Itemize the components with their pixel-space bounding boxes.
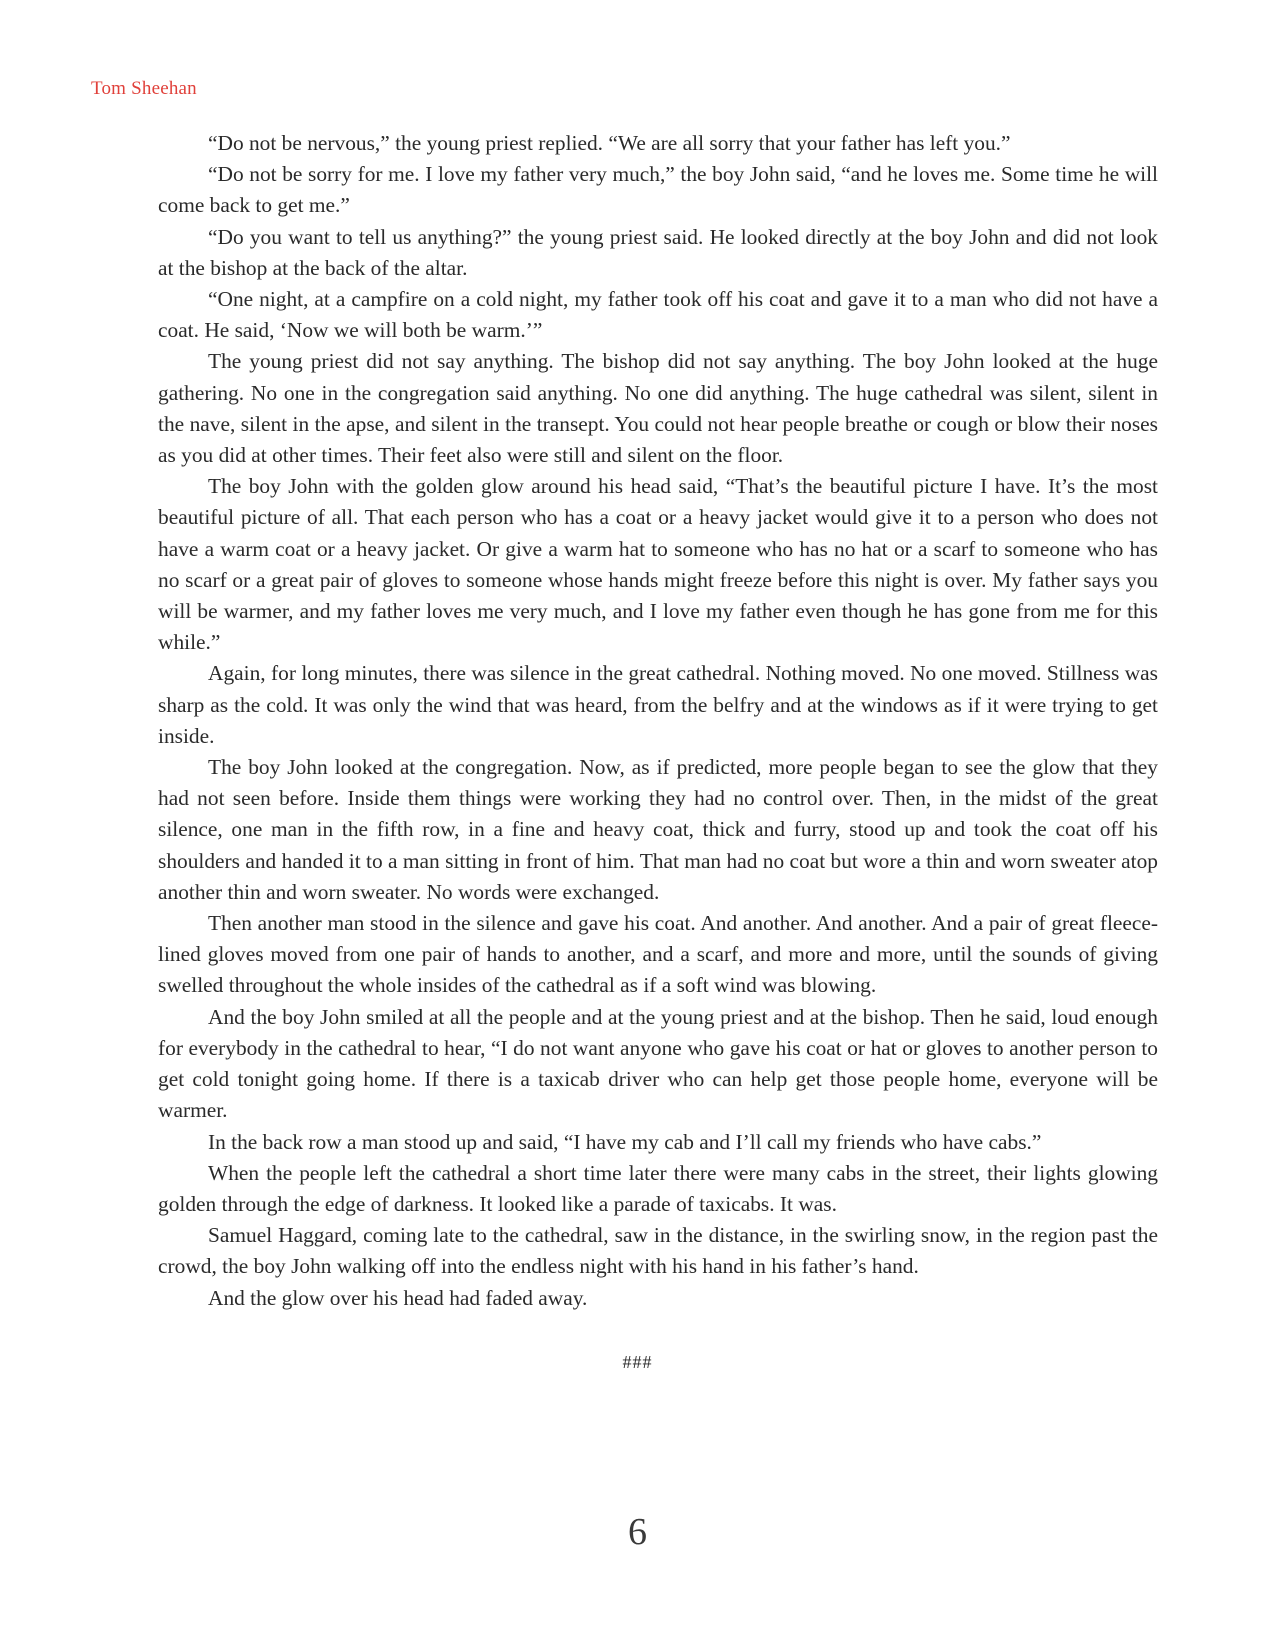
paragraph: Then another man stood in the silence and gave his coat. And another. And another. And a pair of great fleece-lined gloves moved from one pair of hands to another, and a scarf, and more and more, until the sounds of giving swelled throughout the whole insides of the cathedral as if a soft wind was blowing. bbox=[158, 911, 1158, 998]
page-number: 6 bbox=[628, 1511, 647, 1553]
paragraph: “Do not be sorry for me. I love my father very much,” the boy John said, “and he loves me. Some time he will come back to get me.” bbox=[158, 162, 1158, 218]
paragraph: Samuel Haggard, coming late to the cathedral, saw in the distance, in the swirling snow, in the region past the crowd, the boy John walking off into the endless night with his hand in his father’s hand. bbox=[158, 1223, 1158, 1279]
paragraph: Again, for long minutes, there was silence in the great cathedral. Nothing moved. No one moved. Stillness was sharp as the cold. It was only the wind that was heard, from the belfry and at the windows as if it were trying to get inside. bbox=[158, 661, 1158, 748]
story-body bbox=[158, 128, 1158, 1314]
paragraph: The young priest did not say anything. The bishop did not say anything. The boy John looked at the huge gathering. No one in the congregation said anything. No one did anything. The huge cathedral was silent, silent in the nave, silent in the apse, and silent in the transept. You could not hear people breathe or cough or blow their noses as you did at other times. Their feet also were still and silent on the floor. bbox=[158, 349, 1158, 468]
paragraph: The boy John with the golden glow around his head said, “That’s the beautiful picture I have. It’s the most beautiful picture of all. That each person who has a coat or a heavy jacket would give it to a person who does not have a warm coat or a heavy jacket. Or give a warm hat to someone who has no hat or a scarf to someone who has no scarf or a great pair of gloves to someone whose hands might freeze before this night is over. My father says you will be warmer, and my father loves me very much, and I love my father even though he has gone from me for this while.” bbox=[158, 474, 1158, 655]
paragraph: In the back row a man stood up and said, “I have my cab and I’ll call my friends who have cabs.” bbox=[208, 1129, 1042, 1154]
paragraph: “Do you want to tell us anything?” the young priest said. He looked directly at the boy John and did not look at the bishop at the back of the altar. bbox=[158, 224, 1158, 280]
section-separator: ### bbox=[622, 1352, 653, 1372]
paragraph: And the boy John smiled at all the people and at the young priest and at the bishop. Then he said, loud enough for everybody in the cathedral to hear, “I do not want anyone who gave his coat or hat or gloves to another person to get cold tonight going home. If there is a taxicab driver who can help get those people home, everyone will be warmer. bbox=[158, 1004, 1158, 1123]
paragraph: And the glow over his head had faded away. bbox=[208, 1285, 588, 1310]
running-head-author: Tom Sheehan bbox=[91, 78, 197, 99]
paragraph: “One night, at a campfire on a cold night, my father took off his coat and gave it to a man who did not have a coat. He said, ‘Now we will both be warm.’” bbox=[158, 287, 1158, 343]
paragraph: “Do not be nervous,” the young priest replied. “We are all sorry that your father has left you.” bbox=[208, 131, 1011, 155]
paragraph: When the people left the cathedral a short time later there were many cabs in the street, their lights glowing golden through the edge of darkness. It looked like a parade of taxicabs. It was. bbox=[158, 1160, 1158, 1216]
paragraph: The boy John looked at the congregation. Now, as if predicted, more people began to see the glow that they had not seen before. Inside them things were working they had no control over. Then, in the midst of the great silence, one man in the fifth row, in a fine and heavy coat, thick and furry, stood up and took the coat off his shoulders and handed it to a man sitting in front of him. That man had no coat but wore a thin and worn sweater atop another thin and worn sweater. No words were exchanged. bbox=[158, 755, 1158, 904]
